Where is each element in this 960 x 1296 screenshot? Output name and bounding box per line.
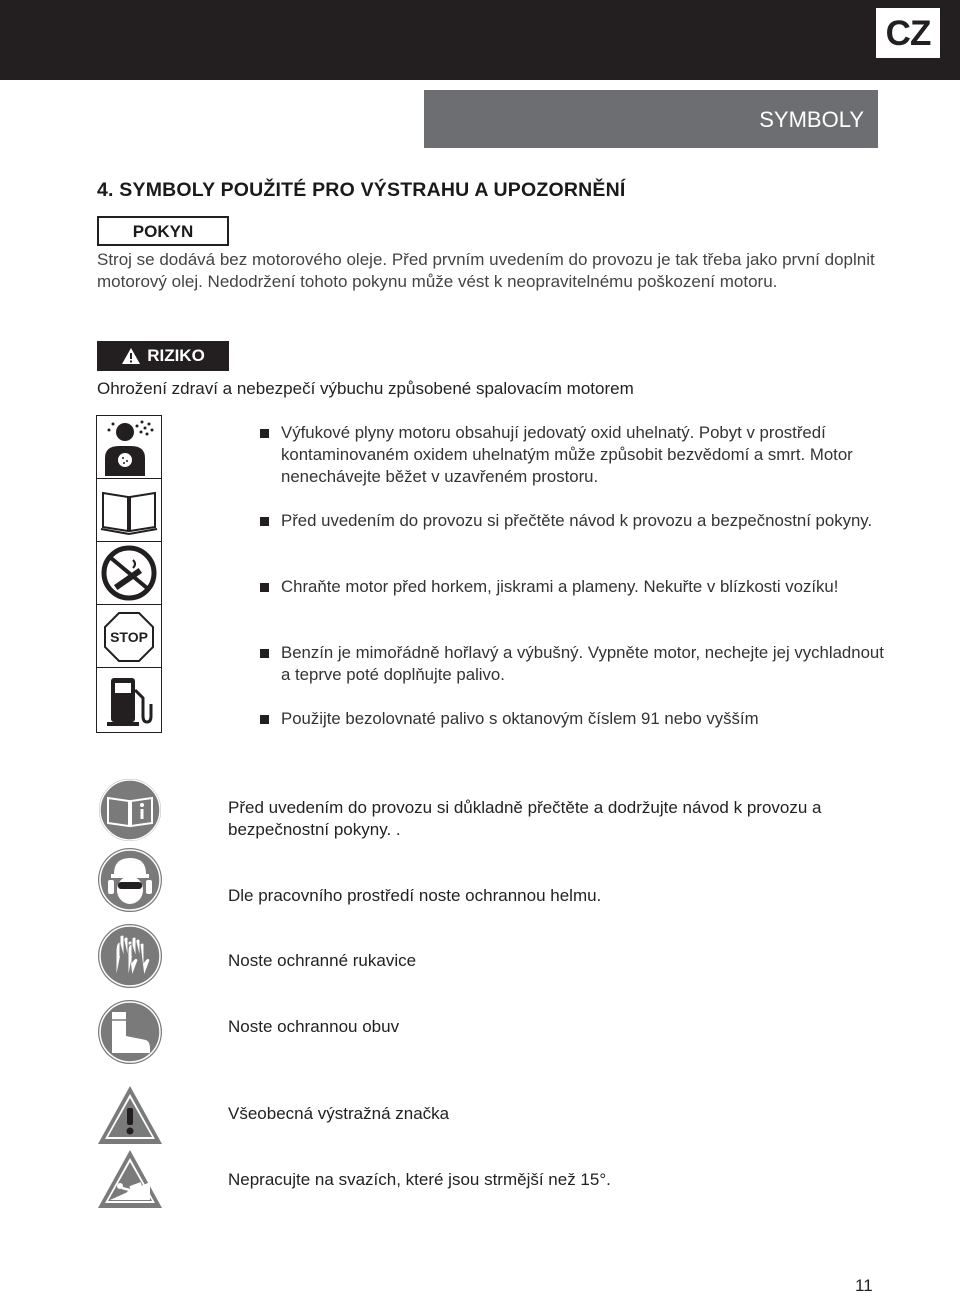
symbol-text-helmet: Dle pracovního prostředí noste ochrannou helmu. [228, 886, 602, 905]
bullet-square-icon [260, 583, 269, 592]
chapter-heading: 4. SYMBOLY POUŽITÉ PRO VÝSTRAHU A UPOZORNĚNÍ [97, 179, 626, 201]
page-number: 11 [855, 1276, 873, 1295]
risk-icons-column [96, 416, 162, 733]
exhaust-gas-icon [96, 415, 162, 479]
list-item [260, 708, 759, 730]
stop-sign-icon [96, 604, 162, 668]
riziko-label: RIZIKO [147, 346, 205, 365]
bullet-square-icon [260, 517, 269, 526]
bullet-square-icon [260, 649, 269, 658]
pokyn-label: POKYN [97, 216, 229, 246]
bullet-text: Před uvedením do provozu si přečtěte návod k provozu a bezpečnostní pokyny. [281, 511, 873, 530]
symbol-text-boots: Noste ochrannou obuv [228, 1017, 400, 1036]
symbol-text-manual: Před uvedením do provozu si důkladně přečtěte a dodržujte návod k provozu a bezpečnostní pokyny. . [228, 798, 822, 839]
list-item [260, 642, 890, 686]
language-badge: CZ [875, 7, 941, 59]
list-item [260, 422, 890, 488]
gloves-icon [96, 922, 164, 990]
list-item [260, 510, 872, 532]
boots-icon [96, 998, 164, 1066]
read-manual-icon [96, 776, 164, 844]
bullet-text: Chraňte motor před horkem, jiskrami a plameny. Nekuřte v blízkosti vozíku! [281, 577, 839, 596]
warning-icon [121, 347, 141, 365]
slope-warning-icon [96, 1146, 164, 1214]
fuel-pump-icon [96, 667, 162, 733]
bullet-text: Výfukové plyny motoru obsahují jedovatý oxid uhelnatý. Pobyt v prostředí kontaminovaném oxidem uhelnatým může způsobit bezvědomí a smrt. Motor nenechávejte běžet v uzavřeném prostoru. [281, 423, 853, 486]
helmet-icon [96, 846, 164, 914]
symbol-text-gloves: Noste ochranné rukavice [228, 951, 417, 970]
svg-text:STOP: STOP [110, 629, 148, 645]
section-title: SYMBOLY [759, 107, 864, 132]
riziko-text: Ohrožení zdraví a nebezpečí výbuchu způsobené spalovacím motorem [97, 379, 634, 398]
riziko-label-box [97, 341, 229, 371]
bullet-text: Použijte bezolovnaté palivo s oktanovým číslem 91 nebo vyšším [281, 709, 759, 728]
bullet-square-icon [260, 715, 269, 724]
top-bar [0, 0, 960, 80]
list-item [260, 576, 880, 598]
section-title-bar [424, 90, 878, 148]
warning-triangle-icon [96, 1082, 164, 1150]
symbol-text-warning: Všeobecná výstražná značka [228, 1104, 450, 1123]
symbol-text-slope: Nepracujte na svazích, které jsou strmější než 15°. [228, 1170, 611, 1189]
manual-book-icon [96, 478, 162, 542]
pokyn-text: Stroj se dodává bez motorového oleje. Před prvním uvedením do provozu je tak třeba jako první doplnit motorový olej. Nedodržení tohoto pokynu může vést k neopravitelnému poškození motoru. [97, 250, 875, 291]
bullet-square-icon [260, 429, 269, 438]
bullet-text: Benzín je mimořádně hořlavý a výbušný. Vypněte motor, nechejte jej vychladnout a teprve poté doplňujte palivo. [281, 643, 884, 684]
no-smoking-icon [96, 541, 162, 605]
